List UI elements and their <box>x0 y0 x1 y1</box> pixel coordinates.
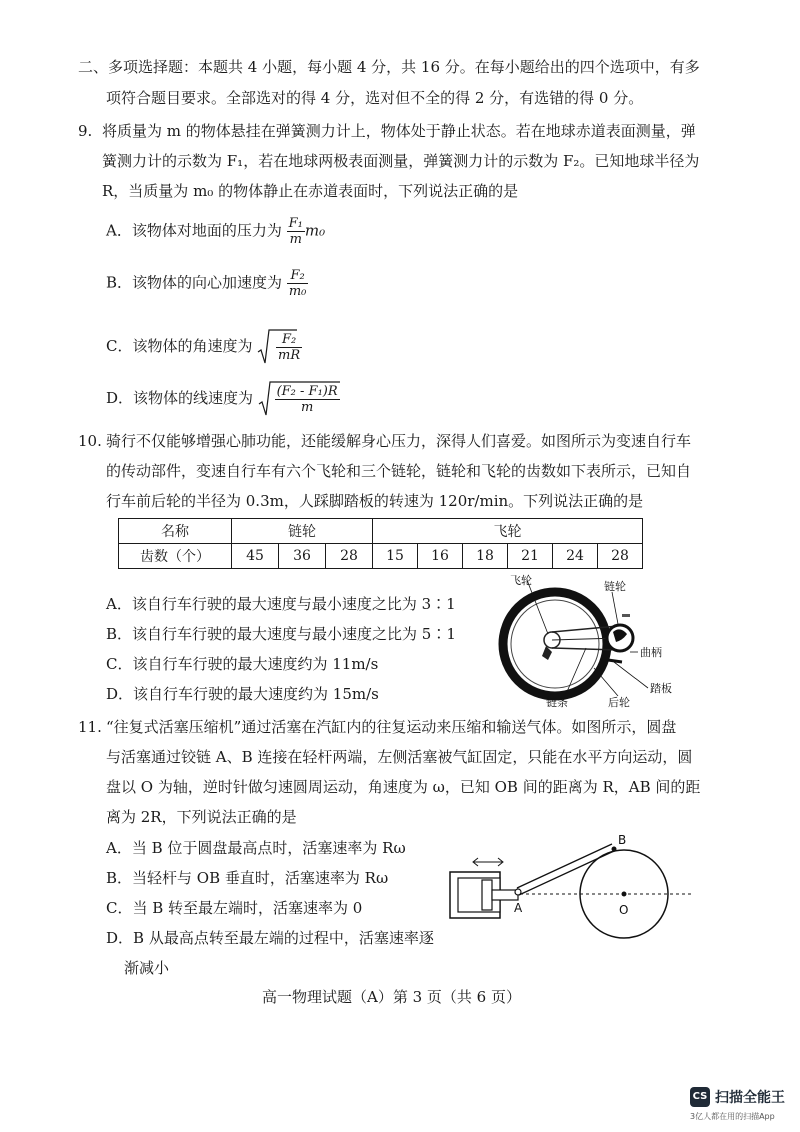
leader-chainring <box>612 592 618 624</box>
label-chain: 链条 <box>546 696 568 709</box>
q9-option-c-text: C．该物体的角速度为 <box>106 337 253 355</box>
q9-text-line2: 簧测力计的示数为 F₁，若在地球两极表面测量，弹簧测力计的示数为 F₂。已知地球半径为 <box>102 152 700 170</box>
q11-compressor-figure <box>444 832 694 952</box>
q9-option-c-denominator: mR <box>278 347 301 363</box>
watermark-title: 扫描全能王 <box>715 1090 785 1106</box>
label-rear-wheel: 后轮 <box>608 696 630 709</box>
rod-edge-upper <box>517 844 612 888</box>
q10-number: 10. <box>78 432 102 450</box>
q11-text-line4: 离为 2R，下列说法正确的是 <box>106 808 297 826</box>
q9-option-c <box>106 328 302 366</box>
q9-option-d-denominator: m <box>300 399 314 415</box>
axle-o-icon <box>622 892 627 897</box>
q10-teeth-table <box>118 518 643 569</box>
q9-option-a-tail: m₀ <box>304 221 326 240</box>
q10-text-line1: 骑行不仅能够增强心肺功能，还能缓解身心压力，深得人们喜爱。如图所示为变速自行车 <box>106 432 692 450</box>
leader-flywheel <box>527 580 548 634</box>
leader-rear-wheel <box>594 668 618 696</box>
q10-bicycle-figure <box>490 568 700 718</box>
label-chainring: 链轮 <box>604 580 626 593</box>
label-o: O <box>619 903 629 917</box>
q11-option-d-line2: 渐减小 <box>124 959 170 977</box>
q10-table-header-row <box>119 519 643 544</box>
q9-text-line3: R，当质量为 m₀ 的物体静止在赤道表面时，下列说法正确的是 <box>102 182 519 200</box>
scanner-watermark <box>690 1087 785 1122</box>
q9-option-a-denominator: m <box>289 232 302 247</box>
q9-option-b-fraction <box>287 268 309 299</box>
rod-edge-lower <box>519 851 614 895</box>
camscanner-logo-icon: CS <box>690 1087 710 1107</box>
piston-icon <box>482 880 492 910</box>
q10-flywheel-cell: 18 <box>463 544 508 569</box>
q10-chainring-cell: 36 <box>279 544 326 569</box>
q9-option-c-numerator: F₂ <box>276 332 302 348</box>
q10-table-header-name: 名称 <box>119 519 232 544</box>
q11-option-a: A．当 B 位于圆盘最高点时，活塞速率为 Rω <box>106 839 406 857</box>
q10-flywheel-cell: 15 <box>373 544 418 569</box>
hinge-b-icon <box>612 847 617 852</box>
q9-option-b <box>106 268 308 299</box>
q10-table-teeth-row <box>119 544 643 569</box>
q9-option-b-denominator: m₀ <box>288 284 307 299</box>
q10-flywheel-cell: 28 <box>598 544 643 569</box>
q9-option-c-fraction <box>276 332 302 363</box>
q10-flywheel-cell: 24 <box>553 544 598 569</box>
q10-text-line2: 的传动部件，变速自行车有六个飞轮和三个链轮，链轮和飞轮的齿数如下表所示，已知自 <box>106 462 692 480</box>
label-flywheel: 飞轮 <box>510 574 532 587</box>
pedal-icon <box>608 660 622 662</box>
label-a: A <box>514 901 523 915</box>
label-crank: 曲柄 <box>640 646 662 659</box>
chainring-marker <box>622 614 630 617</box>
page-footer: 高一物理试题（A）第 3 页（共 6 页） <box>262 988 521 1006</box>
q10-flywheel-cell: 16 <box>418 544 463 569</box>
q11-option-b: B．当轻杆与 OB 垂直时，活塞速率为 Rω <box>106 869 389 887</box>
q10-text-line3: 行车前后轮的半径为 0.3m，人踩脚踏板的转速为 120r/min。下列说法正确的是 <box>106 492 644 510</box>
q9-option-a-fraction <box>287 216 305 247</box>
hinge-a-icon <box>515 889 521 895</box>
label-b: B <box>618 833 627 847</box>
q9-option-a-numerator: F₁ <box>288 216 303 231</box>
q10-option-c: C．该自行车行驶的最大速度约为 11m/s <box>106 655 379 673</box>
q9-option-a-text: A．该物体对地面的压力为 <box>106 221 282 240</box>
q9-option-d-text: D．该物体的线速度为 <box>106 389 254 407</box>
q11-number: 11. <box>78 718 102 736</box>
q9-option-b-numerator: F₂ <box>287 268 309 284</box>
leader-pedal <box>614 662 648 688</box>
q9-text-line1: 将质量为 m 的物体悬挂在弹簧测力计上，物体处于静止状态。若在地球赤道表面测量，弹 <box>102 122 696 140</box>
q10-chainring-cell: 28 <box>326 544 373 569</box>
q9-option-d-fraction <box>275 384 340 415</box>
section-header-line1: 二、多项选择题：本题共 4 小题，每小题 4 分，共 16 分。在每小题给出的四个选项中，有多 <box>78 58 700 76</box>
q10-chainring-cell: 45 <box>232 544 279 569</box>
q11-text-line2: 与活塞通过铰链 A、B 连接在轻杆两端，左侧活塞被气缸固定，只能在水平方向运动，圆 <box>106 748 693 766</box>
q10-flywheel-cell: 21 <box>508 544 553 569</box>
watermark-subtitle: 3亿人都在用的扫描App <box>690 1112 775 1121</box>
q11-option-c: C．当 B 转至最左端时，活塞速率为 0 <box>106 899 363 917</box>
q11-text-line3: 盘以 O 为轴，逆时针做匀速圆周运动，角速度为 ω，已知 OB 间的距离为 R，AB 间的距 <box>106 778 701 796</box>
q9-option-d <box>106 380 340 418</box>
section-header-line2: 项符合题目要求。全部选对的得 4 分，选对但不全的得 2 分，有选错的得 0 分。 <box>106 89 644 107</box>
q9-option-d-numerator: (F₂ - F₁)R <box>276 383 338 399</box>
q10-table-header-flywheel: 飞轮 <box>373 519 643 544</box>
q9-number: 9. <box>78 122 93 140</box>
q10-option-b: B．该自行车行驶的最大速度与最小速度之比为 5∶1 <box>106 625 456 643</box>
q9-option-b-text: B．该物体的向心加速度为 <box>106 273 283 292</box>
label-pedal: 踏板 <box>650 682 672 695</box>
q10-option-a: A．该自行车行驶的最大速度与最小速度之比为 3∶1 <box>106 595 456 613</box>
q11-option-d-line1: D．B 从最高点转至最左端的过程中，活塞速率逐 <box>106 929 434 947</box>
piston-rod <box>492 890 518 900</box>
q11-text-line1: “往复式活塞压缩机”通过活塞在汽缸内的往复运动来压缩和输送气体。如图所示，圆盘 <box>106 718 677 736</box>
q9-option-a <box>106 216 325 247</box>
q10-table-header-chainring: 链轮 <box>232 519 373 544</box>
q10-table-row-label: 齿数（个） <box>119 544 232 569</box>
q10-option-d: D．该自行车行驶的最大速度约为 15m/s <box>106 685 379 703</box>
